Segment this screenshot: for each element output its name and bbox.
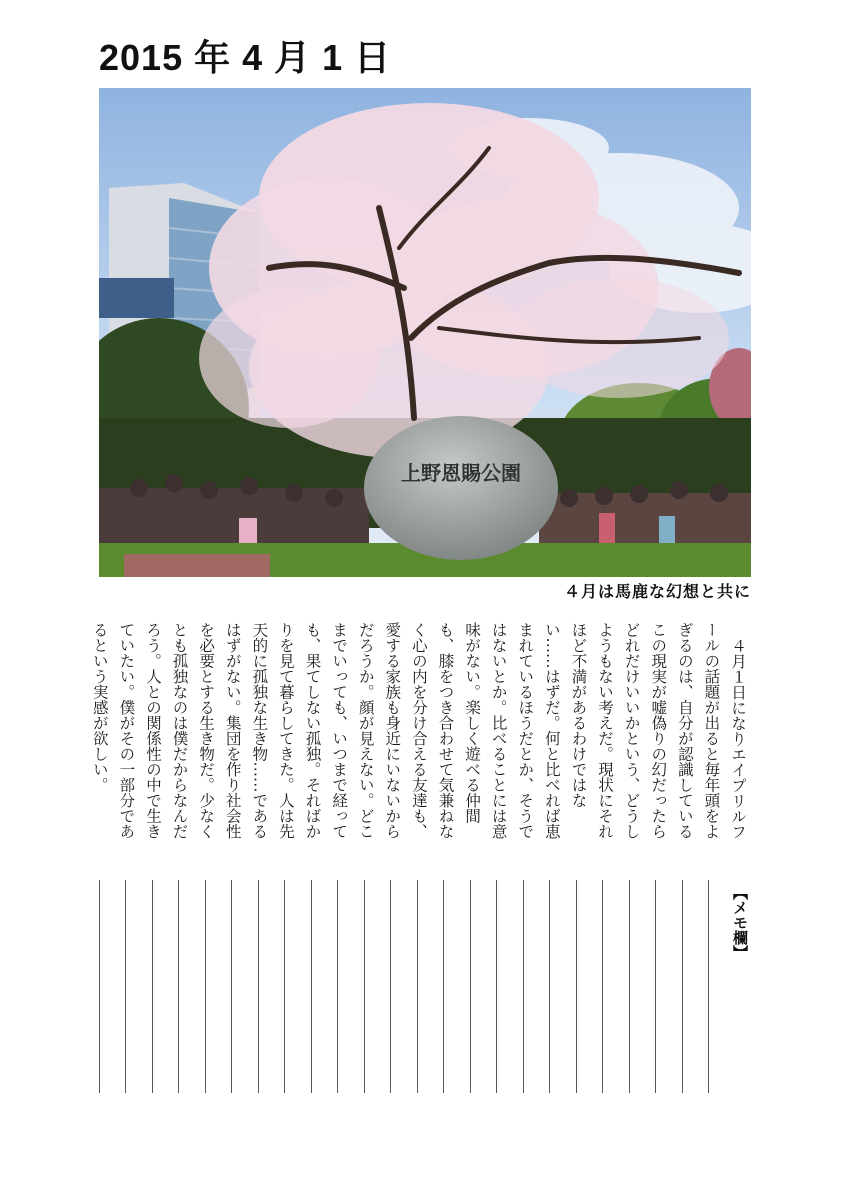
photo-caption: ４月は馬鹿な幻想と共に	[563, 582, 751, 601]
memo-label: 【メモ欄】	[731, 885, 749, 960]
essay-paragraph: ４月１日になりエイプリルフールの話題が出ると毎年頭をよぎるのは、自分が認識しているこの現実が嘘偽りの幻だったらどれだけいいかという、どうしようもない考えだ。現状にそれほど不満があるわけではない……はずだ。何と比べれば恵まれているほうだとか、そうではないとか。比べることには意味がない。楽しく遊べる仲間も、膝をつき合わせて気兼ねなく心の内を分け合える友達も、愛する家族も身近にいないからだろうか。顔が見えない。どこまでいっても、いつまで経っても、果てしない孤独。そればかりを見て暮らしてきた。人は先天的に孤独な生き物……であるはずがない。集団を作り社会性を必要とする生き物だ。少なくとも孤独なのは僕だからなんだろう。人との関係性の中で生きていたい。僕がその一部分であるという実感が欲しい。	[90, 622, 747, 839]
memo-line	[629, 880, 630, 1093]
memo-line	[602, 880, 603, 1093]
memo-line	[125, 880, 126, 1093]
memo-line	[205, 880, 206, 1093]
memo-line	[417, 880, 418, 1093]
memo-line	[311, 880, 312, 1093]
memo-line	[99, 880, 100, 1093]
memo-line	[682, 880, 683, 1093]
cherry-blossom-photo	[99, 88, 751, 577]
memo-line	[152, 880, 153, 1093]
stone-inscription: 上野恩賜公園	[401, 461, 521, 485]
memo-line	[390, 880, 391, 1093]
memo-line	[231, 880, 232, 1093]
plaque	[124, 554, 270, 577]
memo-line	[549, 880, 550, 1093]
memo-line	[258, 880, 259, 1093]
memo-line	[655, 880, 656, 1093]
memo-lines	[90, 880, 730, 1095]
memo-line	[337, 880, 338, 1093]
memo-line	[708, 880, 709, 1093]
essay-body	[91, 622, 751, 852]
memo-line	[284, 880, 285, 1093]
memo-line	[576, 880, 577, 1093]
memo-line	[178, 880, 179, 1093]
memo-line	[470, 880, 471, 1093]
memo-line	[443, 880, 444, 1093]
page-title: 2015 年 4 月 1 日	[99, 37, 392, 78]
memo-line	[496, 880, 497, 1093]
stone-monument	[364, 416, 558, 560]
memo-line	[364, 880, 365, 1093]
memo-line	[523, 880, 524, 1093]
